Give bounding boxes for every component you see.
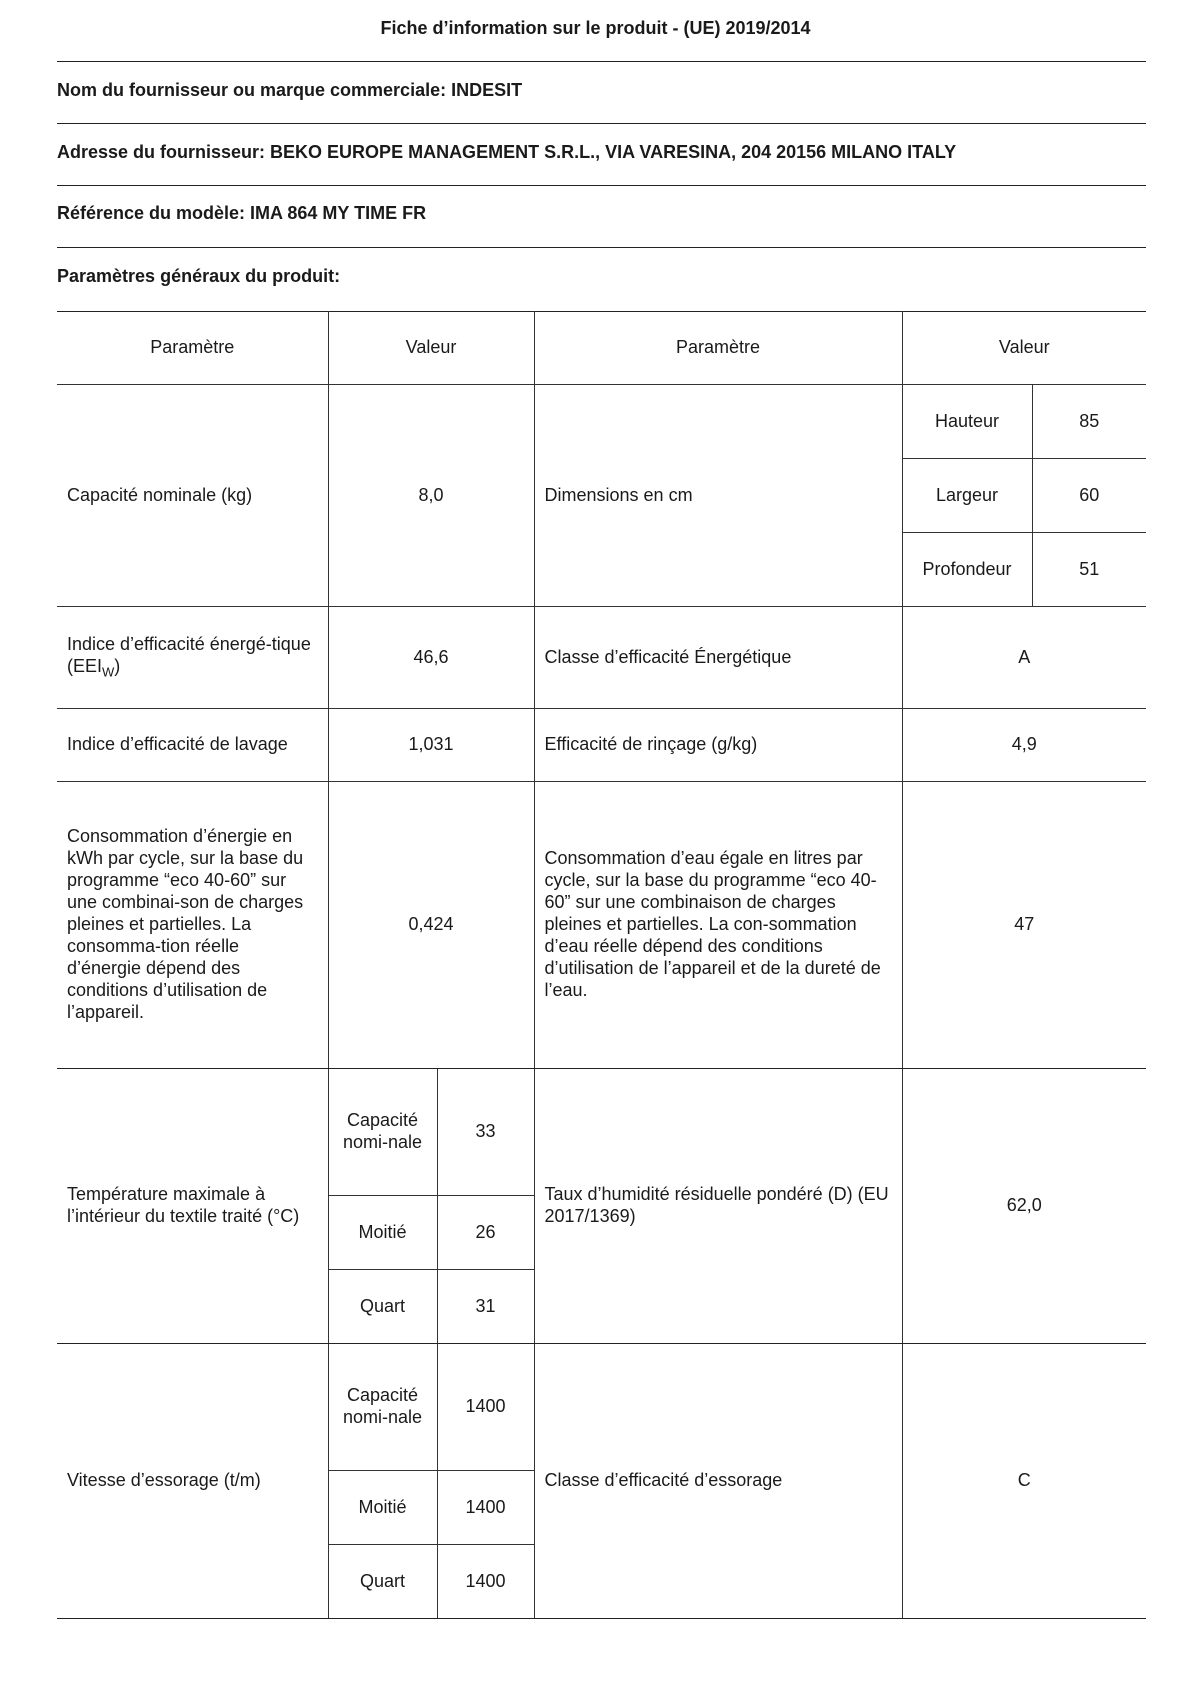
width-value: 60 xyxy=(1032,459,1146,533)
spin-speed-label: Vitesse d’essorage (t/m) xyxy=(57,1344,328,1619)
spin-class-value: C xyxy=(902,1344,1146,1619)
capacity-label: Capacité nominale (kg) xyxy=(57,385,328,607)
residual-moisture-label: Taux d’humidité résiduelle pondéré (D) (EU 2017/1369) xyxy=(534,1069,902,1344)
spin-quarter-label: Quart xyxy=(328,1545,437,1619)
general-params-heading: Paramètres généraux du produit: xyxy=(57,266,341,286)
table-header-row xyxy=(57,312,1146,385)
temp-half-label: Moitié xyxy=(328,1196,437,1270)
parameters-table xyxy=(57,311,1146,1619)
spin-rated-label: Capacité nomi-nale xyxy=(328,1344,437,1471)
header-parametre: Paramètre xyxy=(57,312,328,385)
table-row xyxy=(57,1344,1146,1471)
table-row xyxy=(57,1069,1146,1196)
header-parametre: Paramètre xyxy=(534,312,902,385)
header-valeur: Valeur xyxy=(328,312,534,385)
rinsing-label: Efficacité de rinçage (g/kg) xyxy=(534,709,902,782)
height-value: 85 xyxy=(1032,385,1146,459)
header-valeur: Valeur xyxy=(902,312,1146,385)
table-row xyxy=(57,709,1146,782)
washing-index-value: 1,031 xyxy=(328,709,534,782)
depth-label: Profondeur xyxy=(902,533,1032,607)
water-consumption-label: Consommation d’eau égale en litres par cycle, sur la base du programme “eco 40-60” sur une combinaison de charges pleines et partielles. La con-sommation d’eau réelle dépend des conditions d’utilisation de l’appareil et de la dureté de l’eau. xyxy=(534,782,902,1069)
divider xyxy=(57,123,1146,124)
temp-quarter-value: 31 xyxy=(437,1270,534,1344)
supplier-address: Adresse du fournisseur: BEKO EUROPE MANAGEMENT S.R.L., VIA VARESINA, 204 20156 MILANO ITALY xyxy=(57,142,957,162)
energy-consumption-value: 0,424 xyxy=(328,782,534,1069)
spin-rated-value: 1400 xyxy=(437,1344,534,1471)
temp-quarter-label: Quart xyxy=(328,1270,437,1344)
eei-value: 46,6 xyxy=(328,607,534,709)
temp-rated-value: 33 xyxy=(437,1069,534,1196)
eei-label-text: Indice d’efficacité énergé-tique (EEI xyxy=(67,634,311,677)
table-row xyxy=(57,385,1146,459)
eei-subscript: W xyxy=(102,664,115,680)
eei-label xyxy=(57,607,328,709)
depth-value: 51 xyxy=(1032,533,1146,607)
model-reference: Référence du modèle: IMA 864 MY TIME FR xyxy=(57,203,427,223)
divider xyxy=(57,61,1146,62)
rinsing-value: 4,9 xyxy=(902,709,1146,782)
washing-index-label: Indice d’efficacité de lavage xyxy=(57,709,328,782)
width-label: Largeur xyxy=(902,459,1032,533)
height-label: Hauteur xyxy=(902,385,1032,459)
residual-moisture-value: 62,0 xyxy=(902,1069,1146,1344)
temp-rated-label: Capacité nomi-nale xyxy=(328,1069,437,1196)
energy-consumption-label: Consommation d’énergie en kWh par cycle, sur la base du programme “eco 40-60” sur une combinai-son de charges pleines et partielles. La consomma-tion réelle d’énergie dépend des conditions d’utilisation de l’appareil. xyxy=(57,782,328,1069)
capacity-value: 8,0 xyxy=(328,385,534,607)
water-consumption-value: 47 xyxy=(902,782,1146,1069)
dimensions-label: Dimensions en cm xyxy=(534,385,902,607)
supplier-name: Nom du fournisseur ou marque commerciale: INDESIT xyxy=(57,80,523,100)
spin-half-value: 1400 xyxy=(437,1471,534,1545)
energy-class-value: A xyxy=(902,607,1146,709)
document-title: Fiche d’information sur le produit - (UE) 2019/2014 xyxy=(380,18,811,38)
spin-quarter-value: 1400 xyxy=(437,1545,534,1619)
divider xyxy=(57,247,1146,248)
spin-half-label: Moitié xyxy=(328,1471,437,1545)
spin-class-label: Classe d’efficacité d’essorage xyxy=(534,1344,902,1619)
temp-half-value: 26 xyxy=(437,1196,534,1270)
divider xyxy=(57,185,1146,186)
table-row xyxy=(57,782,1146,1069)
table-row xyxy=(57,607,1146,709)
energy-class-label: Classe d’efficacité Énergétique xyxy=(534,607,902,709)
eei-label-close: ) xyxy=(114,656,121,677)
max-temperature-label: Température maximale à l’intérieur du textile traité (°C) xyxy=(57,1069,328,1344)
